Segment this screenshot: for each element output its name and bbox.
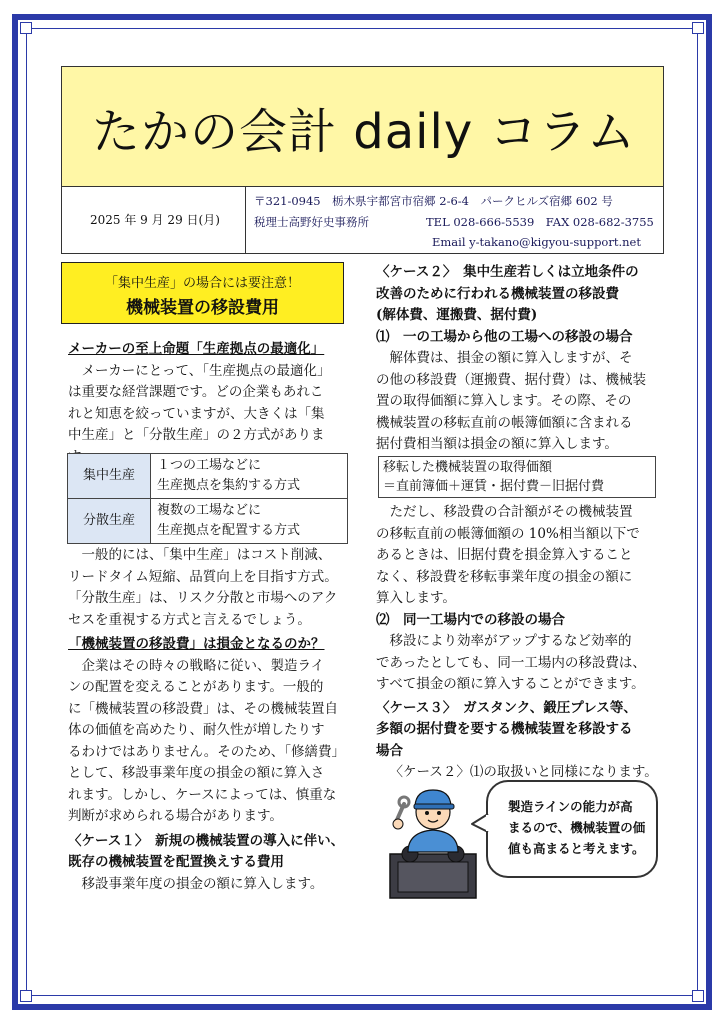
date-cell xyxy=(62,187,246,254)
text-line: として、移設事業年度の損金の額に算入さ xyxy=(68,765,325,781)
text-line: 機械装置の移転直前の帳簿価額に含まれる xyxy=(376,414,633,431)
text-line: 置の取得価額に算入します。その際、その xyxy=(376,393,632,409)
table-cell xyxy=(151,499,348,544)
text-line: ただし、移設費の合計額がその機械装置 xyxy=(389,504,633,520)
text-line: 生産拠点を配置する方式 xyxy=(157,523,301,538)
frame-corner xyxy=(692,990,704,1002)
text-line: 一般的には、「集中生産」はコスト削減、 xyxy=(81,547,332,563)
text-line: 「分散生産」は、リスク分散と市場へのアク xyxy=(68,590,338,606)
text-line: 移設により効率がアップするなど効率的 xyxy=(389,633,632,649)
office-email: Email y-takano@kigyou-support.net xyxy=(432,235,641,249)
bubble-line: まるので、機械装置の価 xyxy=(508,820,646,835)
bubble-line: 製造ラインの能力が高 xyxy=(508,799,633,814)
case-title: 場合 xyxy=(376,742,403,759)
text-line: 解体費は、損金の額に算入しますが、そ xyxy=(389,350,633,366)
table-label: 集中生産 xyxy=(68,454,151,499)
formula-line: ＝直前簿価＋運賃・据付費－旧据付費 xyxy=(383,479,605,494)
case-title: 多額の据付費を要する機械装置を移設する xyxy=(376,721,633,737)
text-line: リードタイム短縮、品質向上を目指す方式。 xyxy=(68,568,338,585)
bubble-tail xyxy=(470,812,490,836)
newsletter-title: たかの会計 daily コラム xyxy=(92,104,636,160)
case-title: 〈ケース２〉 集中生産若しくは立地条件の xyxy=(376,264,639,280)
issue-date: 2025 年 9 月 29 日(月) xyxy=(90,213,220,227)
paragraph xyxy=(376,348,662,456)
frame-corner xyxy=(692,22,704,34)
text-line: 企業はその時々の戦略に従い、製造ライ xyxy=(81,657,325,674)
text-line: 移設事業年度の損金の額に算入します。 xyxy=(81,875,324,892)
feature-heading xyxy=(61,262,344,324)
text-line: 体の価値を高めたり、耐久性が増したりす xyxy=(68,722,325,738)
text-line: れます。しかし、ケースによっては、慎重な xyxy=(68,786,337,803)
office-tel-fax: TEL 028-666-5539 FAX 028-682-3755 xyxy=(426,215,654,229)
eye-icon xyxy=(437,811,441,815)
text-line: の他の移設費（運搬費、据付費）は、機械装 xyxy=(376,371,646,388)
frame-corner xyxy=(20,990,32,1002)
machine-panel xyxy=(398,862,468,892)
formula-line: 移転した機械装置の取得価額 xyxy=(383,460,553,475)
worker-hand xyxy=(393,819,403,829)
worker-body xyxy=(408,830,458,852)
table-cell xyxy=(151,454,348,499)
paragraph xyxy=(68,545,350,631)
left-column xyxy=(68,339,350,468)
text-line: 〈ケース２〉⑴の取扱いと同様になります。 xyxy=(389,764,658,780)
text-line: なく、移設費を移転事業年度の損金の額に xyxy=(376,568,633,585)
eye-icon xyxy=(425,811,429,815)
text-line: 判断が求められる場合があります。 xyxy=(68,808,283,824)
case-title: 〈ケース１〉 新規の機械装置の導入に伴い、 xyxy=(68,832,345,849)
text-line: であったとしても、同一工場内の移設費は、 xyxy=(376,654,646,671)
text-line: るわけではありません。そのため、「修繕費」 xyxy=(68,743,346,760)
case-title: 既存の機械装置を配置換えする費用 xyxy=(68,854,284,870)
case-title: (解体費、運搬費、据付費) xyxy=(376,307,538,323)
paragraph xyxy=(68,656,350,828)
office-address: 〒321-0945 栃木県宇都宮市宿郷 2-6-4 パークヒルズ宿郷 602 号 xyxy=(254,194,613,208)
feature-subtitle: 「集中生産」の場合には要注意！ xyxy=(104,276,300,291)
production-method-table xyxy=(67,453,348,544)
text-line: 据付費相当額は損金の額に算入します。 xyxy=(376,436,618,452)
text-line: あるときは、旧据付費を損金算入すること xyxy=(376,547,633,563)
text-line: すべて損金の額に算入することができます。 xyxy=(376,676,645,692)
office-name: 税理士高野好史事務所 xyxy=(254,215,369,229)
text-line: れと知恵を絞っていますが、大きくは「集 xyxy=(68,405,325,422)
section-title: メーカーの至上命題「生産拠点の最適化」 xyxy=(68,341,325,357)
right-column-lower xyxy=(376,502,662,784)
text-line: 複数の工場などに xyxy=(157,503,262,518)
text-line: メーカーにとって、「生産拠点の最適化」 xyxy=(81,362,331,379)
text-line: 算入します。 xyxy=(376,590,456,606)
paragraph xyxy=(376,502,662,610)
frame-corner xyxy=(20,22,32,34)
section-title: 「機械装置の移設費」は損金となるのか？ xyxy=(68,636,325,652)
text-line: に「機械装置の移設費」は、その機械装置自 xyxy=(68,700,338,717)
text-line: １つの工場などに xyxy=(157,458,262,473)
case-title: 〈ケース３〉 ガスタンク、鍛圧プレス等、 xyxy=(376,699,637,716)
table-row xyxy=(68,454,348,499)
left-column-lower xyxy=(68,545,350,895)
formula-box xyxy=(378,456,656,498)
text-line: は重要な経営課題です。どの企業もあれこ xyxy=(68,384,324,400)
case-title: 改善のために行われる機械装置の移設費 xyxy=(376,285,619,302)
masthead xyxy=(61,66,664,254)
speech-bubble xyxy=(486,780,658,878)
cap-brim xyxy=(414,804,454,809)
paragraph xyxy=(68,361,350,469)
text-line: ンの配置を変えることがあります。一般的 xyxy=(68,679,324,695)
subsection-title: ⑴ 一の工場から他の工場への移設の場合 xyxy=(376,328,633,345)
table-label: 分散生産 xyxy=(68,499,151,544)
paragraph xyxy=(376,631,662,696)
text-line: 中生産」と「分散生産」の２方式がありま xyxy=(68,427,325,443)
bubble-line: 値も高まると考えます。 xyxy=(508,841,645,856)
feature-title: 機械装置の移設費用 xyxy=(126,298,279,318)
right-column xyxy=(376,262,662,456)
text-line: の移転直前の帳簿価額の 10%相当額以下で xyxy=(376,525,640,542)
text-line: 生産拠点を集約する方式 xyxy=(157,478,301,493)
text-line: セスを重視する方式と言えるでしょう。 xyxy=(68,611,311,628)
worker-illustration xyxy=(378,782,490,900)
title-area xyxy=(62,67,663,187)
subsection-title: ⑵ 同一工場内での移設の場合 xyxy=(376,611,565,628)
table-row xyxy=(68,499,348,544)
